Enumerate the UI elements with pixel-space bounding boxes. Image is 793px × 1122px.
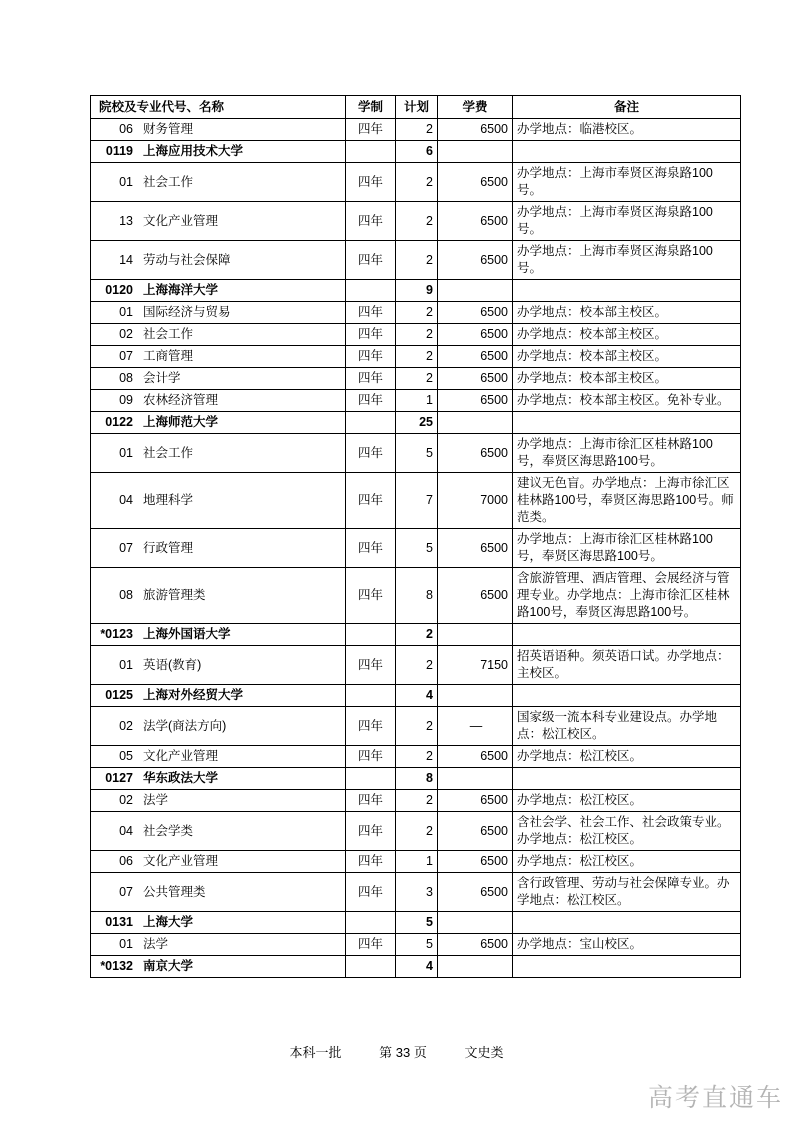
code-name-cell xyxy=(91,746,346,768)
duration-cell xyxy=(346,956,396,978)
tuition-cell xyxy=(438,956,513,978)
tuition-cell: 6500 xyxy=(438,368,513,390)
institution-row xyxy=(91,624,741,646)
note-cell xyxy=(513,280,741,302)
note-cell: 办学地点：校本部主校区。 xyxy=(513,302,741,324)
duration-cell: 四年 xyxy=(346,934,396,956)
watermark-logo: 高考直通车 xyxy=(647,1084,783,1112)
plan-count-cell: 2 xyxy=(396,346,438,368)
tuition-cell: 6500 xyxy=(438,119,513,141)
plan-count-cell: 2 xyxy=(396,324,438,346)
note-cell: 办学地点：上海市徐汇区桂林路100号，奉贤区海思路100号。 xyxy=(513,434,741,473)
duration-cell: 四年 xyxy=(346,473,396,529)
plan-count-cell: 3 xyxy=(396,873,438,912)
major-code: 08 xyxy=(119,588,133,602)
institution-code: 0131 xyxy=(105,915,133,929)
code-name-cell xyxy=(91,412,346,434)
major-name: 文化产业管理 xyxy=(143,854,219,868)
institution-row xyxy=(91,280,741,302)
institution-name: 上海海洋大学 xyxy=(143,283,219,297)
tuition-cell xyxy=(438,624,513,646)
plan-count-cell: 9 xyxy=(396,280,438,302)
code-name-cell xyxy=(91,912,346,934)
tuition-cell: — xyxy=(438,707,513,746)
institution-row xyxy=(91,412,741,434)
tuition-cell: 6500 xyxy=(438,324,513,346)
duration-cell: 四年 xyxy=(346,873,396,912)
note-cell: 国家级一流本科专业建设点。办学地点：松江校区。 xyxy=(513,707,741,746)
duration-cell: 四年 xyxy=(346,202,396,241)
note-cell: 办学地点：上海市徐汇区桂林路100号，奉贤区海思路100号。 xyxy=(513,529,741,568)
institution-row xyxy=(91,768,741,790)
duration-cell xyxy=(346,280,396,302)
duration-cell xyxy=(346,412,396,434)
note-cell xyxy=(513,412,741,434)
admission-plan-table xyxy=(90,95,741,978)
code-name-cell xyxy=(91,434,346,473)
major-row xyxy=(91,368,741,390)
major-code: 08 xyxy=(119,371,133,385)
code-name-cell xyxy=(91,241,346,280)
tuition-cell xyxy=(438,768,513,790)
major-row xyxy=(91,707,741,746)
institution-code: 0127 xyxy=(105,771,133,785)
plan-count-cell: 2 xyxy=(396,302,438,324)
major-name: 社会学类 xyxy=(143,823,194,838)
institution-name: 上海对外经贸大学 xyxy=(143,688,244,702)
tuition-cell: 6500 xyxy=(438,346,513,368)
major-name: 旅游管理类 xyxy=(143,588,206,602)
plan-count-cell: 7 xyxy=(396,473,438,529)
institution-name: 南京大学 xyxy=(143,959,194,973)
major-name: 法学 xyxy=(143,937,169,951)
code-name-cell xyxy=(91,707,346,746)
major-row xyxy=(91,568,741,624)
duration-cell: 四年 xyxy=(346,368,396,390)
tuition-cell: 6500 xyxy=(438,851,513,873)
major-code: 09 xyxy=(119,393,133,407)
duration-cell xyxy=(346,912,396,934)
duration-cell: 四年 xyxy=(346,529,396,568)
major-row xyxy=(91,302,741,324)
code-name-cell xyxy=(91,141,346,163)
major-row xyxy=(91,790,741,812)
duration-cell: 四年 xyxy=(346,302,396,324)
institution-code: 0122 xyxy=(105,415,133,429)
major-name: 文化产业管理 xyxy=(143,749,219,763)
tuition-cell: 6500 xyxy=(438,568,513,624)
tuition-cell: 6500 xyxy=(438,873,513,912)
institution-code: 0119 xyxy=(105,144,133,158)
institution-row xyxy=(91,912,741,934)
plan-count-cell: 2 xyxy=(396,746,438,768)
tuition-cell: 6500 xyxy=(438,202,513,241)
plan-count-cell: 1 xyxy=(396,390,438,412)
note-cell: 办学地点：松江校区。 xyxy=(513,851,741,873)
code-name-cell xyxy=(91,812,346,851)
plan-count-cell: 2 xyxy=(396,241,438,280)
major-name: 国际经济与贸易 xyxy=(143,305,231,319)
header-note: 备注 xyxy=(513,96,741,119)
major-name: 社会工作 xyxy=(143,174,194,189)
major-code: 07 xyxy=(119,349,133,363)
major-code: 07 xyxy=(119,884,133,899)
major-row xyxy=(91,746,741,768)
duration-cell: 四年 xyxy=(346,707,396,746)
major-name: 文化产业管理 xyxy=(143,213,219,228)
table-header-row xyxy=(91,96,741,119)
major-code: 07 xyxy=(119,540,133,555)
note-cell: 办学地点：上海市奉贤区海泉路100号。 xyxy=(513,163,741,202)
major-code: 05 xyxy=(119,749,133,763)
major-code: 01 xyxy=(119,445,133,460)
major-name: 工商管理 xyxy=(143,349,194,363)
note-cell xyxy=(513,141,741,163)
code-name-cell xyxy=(91,163,346,202)
major-code: 04 xyxy=(119,823,133,838)
major-row xyxy=(91,163,741,202)
code-name-cell xyxy=(91,851,346,873)
note-cell: 办学地点：上海市奉贤区海泉路100号。 xyxy=(513,241,741,280)
major-row xyxy=(91,851,741,873)
major-name: 行政管理 xyxy=(143,540,194,555)
institution-code: 0120 xyxy=(105,283,133,297)
institution-code: 0125 xyxy=(105,688,133,702)
note-cell: 办学地点：校本部主校区。 xyxy=(513,324,741,346)
major-row xyxy=(91,529,741,568)
major-code: 02 xyxy=(119,327,133,341)
tuition-cell xyxy=(438,280,513,302)
tuition-cell xyxy=(438,685,513,707)
major-code: 02 xyxy=(119,793,133,807)
major-name: 农林经济管理 xyxy=(143,393,219,407)
major-code: 13 xyxy=(119,213,133,228)
major-name: 英语(教育) xyxy=(143,657,202,672)
code-name-cell xyxy=(91,119,346,141)
major-name: 社会工作 xyxy=(143,445,194,460)
tuition-cell: 6500 xyxy=(438,746,513,768)
plan-count-cell: 2 xyxy=(396,119,438,141)
major-name: 法学(商法方向) xyxy=(143,718,227,733)
major-row xyxy=(91,646,741,685)
major-name: 劳动与社会保障 xyxy=(143,252,231,267)
note-cell xyxy=(513,912,741,934)
plan-count-cell: 2 xyxy=(396,368,438,390)
plan-count-cell: 1 xyxy=(396,851,438,873)
footer-page-number: 第 33 页 xyxy=(379,1045,427,1060)
tuition-cell: 7150 xyxy=(438,646,513,685)
major-row xyxy=(91,473,741,529)
footer-category: 文史类 xyxy=(464,1045,504,1060)
duration-cell: 四年 xyxy=(346,241,396,280)
major-row xyxy=(91,202,741,241)
institution-name: 华东政法大学 xyxy=(143,771,219,785)
duration-cell: 四年 xyxy=(346,390,396,412)
major-code: 02 xyxy=(119,718,133,733)
tuition-cell: 6500 xyxy=(438,241,513,280)
note-cell xyxy=(513,624,741,646)
major-row xyxy=(91,812,741,851)
code-name-cell xyxy=(91,873,346,912)
note-cell xyxy=(513,956,741,978)
note-cell: 办学地点：上海市奉贤区海泉路100号。 xyxy=(513,202,741,241)
note-cell: 办学地点：校本部主校区。 xyxy=(513,346,741,368)
major-name: 法学 xyxy=(143,793,169,807)
institution-code: *0123 xyxy=(100,627,133,641)
tuition-cell: 6500 xyxy=(438,934,513,956)
tuition-cell: 6500 xyxy=(438,529,513,568)
code-name-cell xyxy=(91,390,346,412)
header-duration: 学制 xyxy=(346,96,396,119)
plan-count-cell: 2 xyxy=(396,790,438,812)
major-row xyxy=(91,346,741,368)
footer-batch: 本科一批 xyxy=(289,1045,342,1060)
major-code: 14 xyxy=(119,252,133,267)
plan-count-cell: 8 xyxy=(396,768,438,790)
plan-count-cell: 25 xyxy=(396,412,438,434)
note-cell: 建议无色盲。办学地点：上海市徐汇区桂林路100号，奉贤区海思路100号。师范类。 xyxy=(513,473,741,529)
duration-cell xyxy=(346,624,396,646)
admission-table-body xyxy=(91,119,741,978)
institution-row xyxy=(91,141,741,163)
plan-count-cell: 2 xyxy=(396,202,438,241)
note-cell: 办学地点：宝山校区。 xyxy=(513,934,741,956)
tuition-cell: 6500 xyxy=(438,790,513,812)
code-name-cell xyxy=(91,934,346,956)
major-name: 地理科学 xyxy=(143,493,194,507)
duration-cell: 四年 xyxy=(346,646,396,685)
note-cell xyxy=(513,685,741,707)
plan-count-cell: 2 xyxy=(396,624,438,646)
institution-name: 上海大学 xyxy=(143,915,194,929)
major-row xyxy=(91,119,741,141)
tuition-cell: 6500 xyxy=(438,163,513,202)
duration-cell xyxy=(346,768,396,790)
duration-cell xyxy=(346,141,396,163)
tuition-cell xyxy=(438,912,513,934)
plan-count-cell: 2 xyxy=(396,646,438,685)
major-code: 04 xyxy=(119,493,133,507)
institution-row xyxy=(91,685,741,707)
institution-row xyxy=(91,956,741,978)
code-name-cell xyxy=(91,768,346,790)
duration-cell: 四年 xyxy=(346,324,396,346)
major-row xyxy=(91,324,741,346)
note-cell: 办学地点：临港校区。 xyxy=(513,119,741,141)
note-cell: 办学地点：松江校区。 xyxy=(513,790,741,812)
major-row xyxy=(91,934,741,956)
code-name-cell xyxy=(91,368,346,390)
duration-cell: 四年 xyxy=(346,790,396,812)
tuition-cell xyxy=(438,141,513,163)
code-name-cell xyxy=(91,646,346,685)
major-code: 06 xyxy=(119,854,133,868)
major-row xyxy=(91,390,741,412)
note-cell: 含旅游管理、酒店管理、会展经济与管理专业。办学地点：上海市徐汇区桂林路100号，奉贤区海思路100号。 xyxy=(513,568,741,624)
duration-cell: 四年 xyxy=(346,746,396,768)
note-cell: 招英语语种。须英语口试。办学地点：主校区。 xyxy=(513,646,741,685)
duration-cell: 四年 xyxy=(346,163,396,202)
code-name-cell xyxy=(91,956,346,978)
major-code: 01 xyxy=(119,174,133,189)
major-row xyxy=(91,873,741,912)
header-institution-major: 院校及专业代号、名称 xyxy=(91,96,346,119)
duration-cell: 四年 xyxy=(346,812,396,851)
major-code: 01 xyxy=(119,305,133,319)
plan-count-cell: 8 xyxy=(396,568,438,624)
page-footer xyxy=(0,1042,793,1061)
duration-cell: 四年 xyxy=(346,119,396,141)
code-name-cell xyxy=(91,346,346,368)
major-code: 06 xyxy=(119,122,133,136)
duration-cell: 四年 xyxy=(346,568,396,624)
code-name-cell xyxy=(91,624,346,646)
major-code: 01 xyxy=(119,937,133,951)
note-cell: 办学地点：校本部主校区。免补专业。 xyxy=(513,390,741,412)
plan-count-cell: 2 xyxy=(396,812,438,851)
duration-cell: 四年 xyxy=(346,851,396,873)
code-name-cell xyxy=(91,280,346,302)
duration-cell xyxy=(346,685,396,707)
duration-cell: 四年 xyxy=(346,346,396,368)
code-name-cell xyxy=(91,685,346,707)
institution-name: 上海师范大学 xyxy=(143,415,219,429)
tuition-cell: 6500 xyxy=(438,812,513,851)
header-plan: 计划 xyxy=(396,96,438,119)
plan-count-cell: 4 xyxy=(396,956,438,978)
plan-count-cell: 5 xyxy=(396,529,438,568)
note-cell: 含社会学、社会工作、社会政策专业。办学地点：松江校区。 xyxy=(513,812,741,851)
code-name-cell xyxy=(91,473,346,529)
plan-count-cell: 5 xyxy=(396,934,438,956)
code-name-cell xyxy=(91,790,346,812)
plan-count-cell: 5 xyxy=(396,912,438,934)
tuition-cell xyxy=(438,412,513,434)
code-name-cell xyxy=(91,202,346,241)
major-row xyxy=(91,241,741,280)
tuition-cell: 6500 xyxy=(438,302,513,324)
note-cell: 办学地点：松江校区。 xyxy=(513,746,741,768)
tuition-cell: 7000 xyxy=(438,473,513,529)
code-name-cell xyxy=(91,324,346,346)
note-cell xyxy=(513,768,741,790)
institution-name: 上海应用技术大学 xyxy=(143,144,244,158)
code-name-cell xyxy=(91,302,346,324)
duration-cell: 四年 xyxy=(346,434,396,473)
note-cell: 含行政管理、劳动与社会保障专业。办学地点：松江校区。 xyxy=(513,873,741,912)
note-cell: 办学地点：校本部主校区。 xyxy=(513,368,741,390)
plan-count-cell: 2 xyxy=(396,163,438,202)
header-tuition: 学费 xyxy=(438,96,513,119)
major-name: 社会工作 xyxy=(143,327,194,341)
institution-name: 上海外国语大学 xyxy=(143,627,231,641)
major-name: 会计学 xyxy=(143,371,181,385)
plan-count-cell: 4 xyxy=(396,685,438,707)
plan-count-cell: 2 xyxy=(396,707,438,746)
code-name-cell xyxy=(91,568,346,624)
major-code: 01 xyxy=(119,657,133,672)
tuition-cell: 6500 xyxy=(438,434,513,473)
plan-count-cell: 5 xyxy=(396,434,438,473)
tuition-cell: 6500 xyxy=(438,390,513,412)
code-name-cell xyxy=(91,529,346,568)
major-name: 财务管理 xyxy=(143,122,194,136)
plan-count-cell: 6 xyxy=(396,141,438,163)
institution-code: *0132 xyxy=(100,959,133,973)
major-row xyxy=(91,434,741,473)
major-name: 公共管理类 xyxy=(143,884,206,899)
